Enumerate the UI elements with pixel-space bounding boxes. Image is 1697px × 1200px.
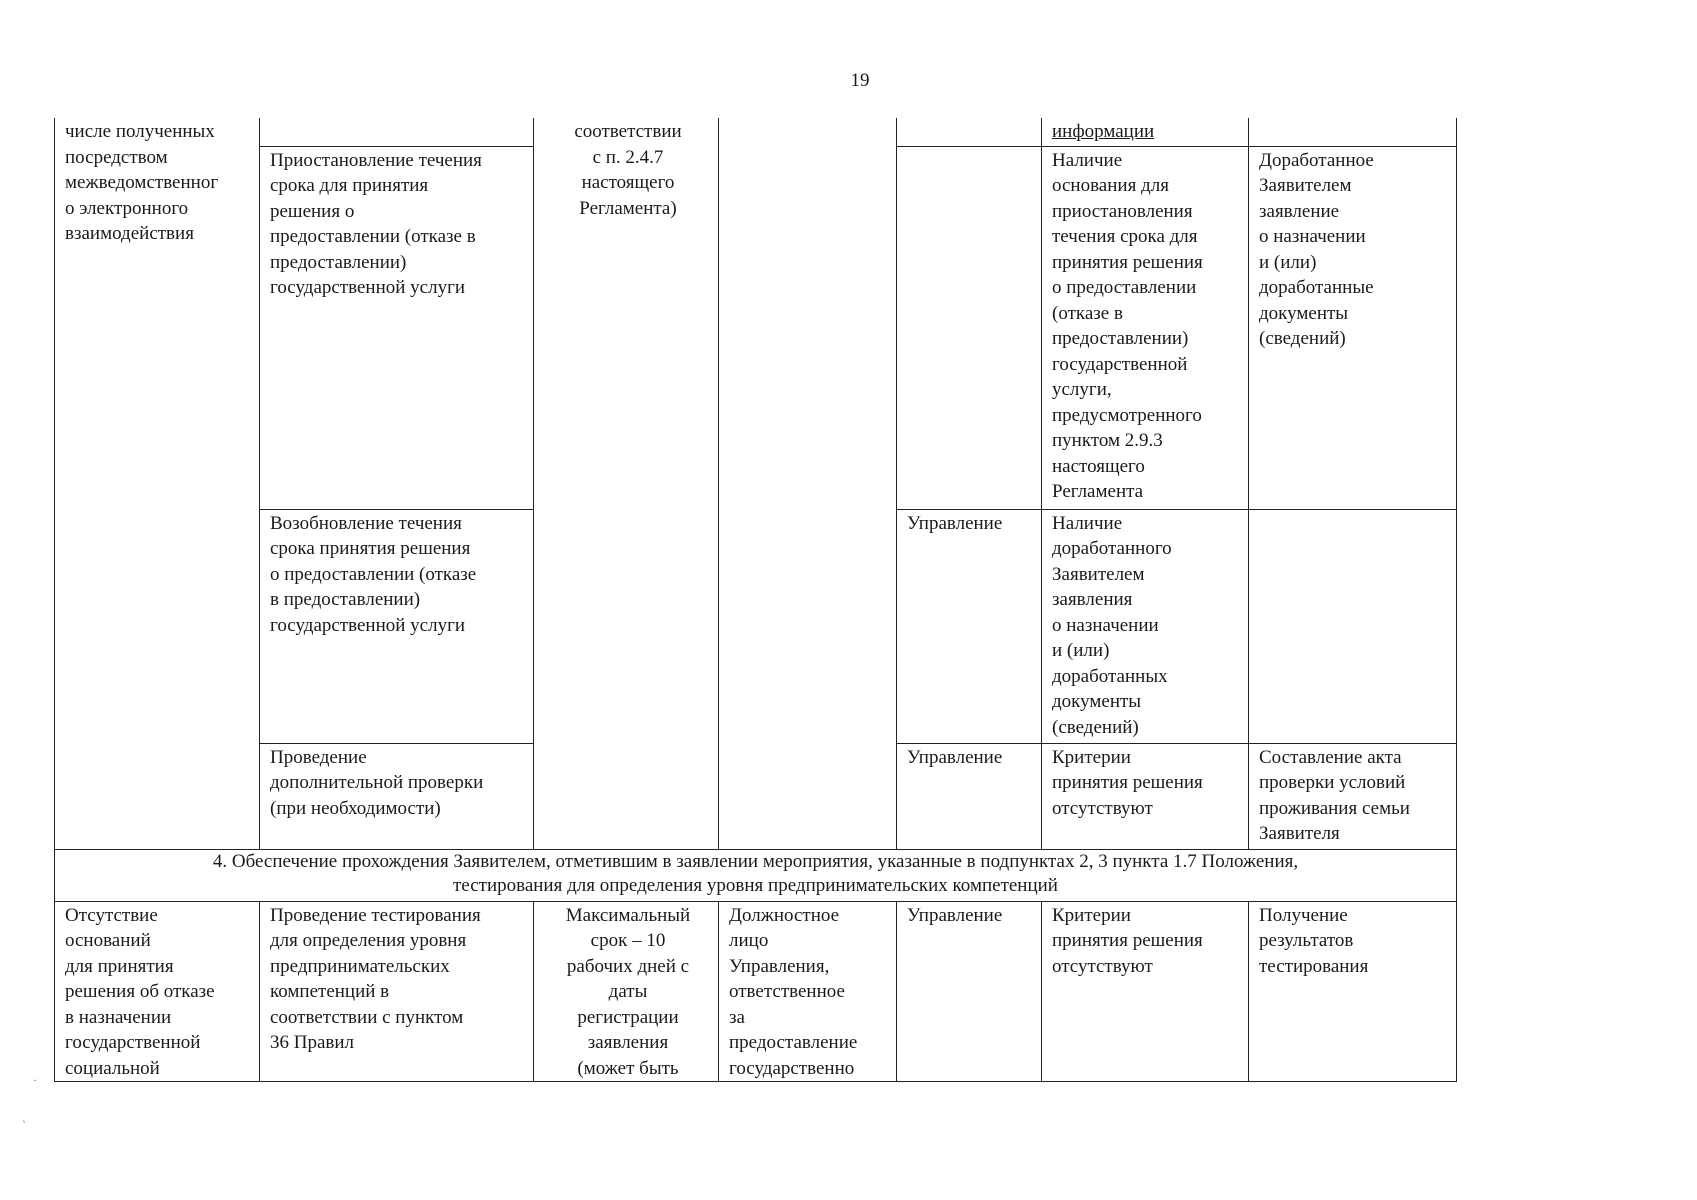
place-cell xyxy=(897,146,1042,509)
section-header-row xyxy=(55,849,1457,901)
action-cell: Возобновление течения срока принятия решения о предоставлении (отказе в предоставлении) государственной услуги xyxy=(260,509,534,743)
condition-cell: числе полученных посредством межведомственног о электронного взаимодействия xyxy=(55,118,260,849)
place-cell: Управление xyxy=(897,901,1042,1082)
section-4-title: 4. Обеспечение прохождения Заявителем, отметившим в заявлении мероприятия, указанные в подпунктах 2, 3 пункта 1.7 Положения, тестирования для определения уровня предпринимательских компетенций xyxy=(55,849,1457,901)
official-cell xyxy=(719,118,897,849)
result-cell: Доработанное Заявителем заявление о назначении и (или) доработанные документы (сведений) xyxy=(1249,146,1457,509)
procedure-table xyxy=(54,118,1457,1082)
scan-speck: ` xyxy=(22,1118,26,1132)
criteria-cell: Критерии принятия решения отсутствуют xyxy=(1042,901,1249,1082)
place-cell xyxy=(897,118,1042,146)
criteria-text: информации xyxy=(1052,121,1155,142)
criteria-cell xyxy=(1042,118,1249,146)
scan-speck: · xyxy=(33,1073,37,1087)
deadline-cell: соответствии с п. 2.4.7 настоящего Регламента) xyxy=(534,118,719,849)
place-cell: Управление xyxy=(897,509,1042,743)
action-cell: Приостановление течения срока для принятия решения о предоставлении (отказе в предоставлении) государственной услуги xyxy=(260,146,534,509)
action-cell: Проведение тестирования для определения уровня предпринимательских компетенций в соответствии с пунктом 36 Правил xyxy=(260,901,534,1082)
criteria-cell: Наличие основания для приостановления течения срока для принятия решения о предоставлении (отказе в предоставлении) государственной услуги, предусмотренного пунктом 2.9.3 настоящего Регламента xyxy=(1042,146,1249,509)
criteria-cell: Критерии принятия решения отсутствуют xyxy=(1042,743,1249,849)
action-cell: Проведение дополнительной проверки (при необходимости) xyxy=(260,743,534,849)
result-cell: Получение результатов тестирования xyxy=(1249,901,1457,1082)
page-number: 19 xyxy=(850,70,870,91)
result-cell xyxy=(1249,118,1457,146)
condition-cell: Отсутствие оснований для принятия решения об отказе в назначении государственной социальной xyxy=(55,901,260,1082)
result-cell xyxy=(1249,509,1457,743)
table-row xyxy=(55,901,1457,1082)
official-cell: Должностное лицо Управления, ответственное за предоставление государственно xyxy=(719,901,897,1082)
place-cell: Управление xyxy=(897,743,1042,849)
table-row xyxy=(55,118,1457,146)
action-cell xyxy=(260,118,534,146)
deadline-cell: Максимальный срок – 10 рабочих дней с даты регистрации заявления (может быть xyxy=(534,901,719,1082)
result-cell: Составление акта проверки условий проживания семьи Заявителя xyxy=(1249,743,1457,849)
criteria-cell: Наличие доработанного Заявителем заявления о назначении и (или) доработанных документы (сведений) xyxy=(1042,509,1249,743)
